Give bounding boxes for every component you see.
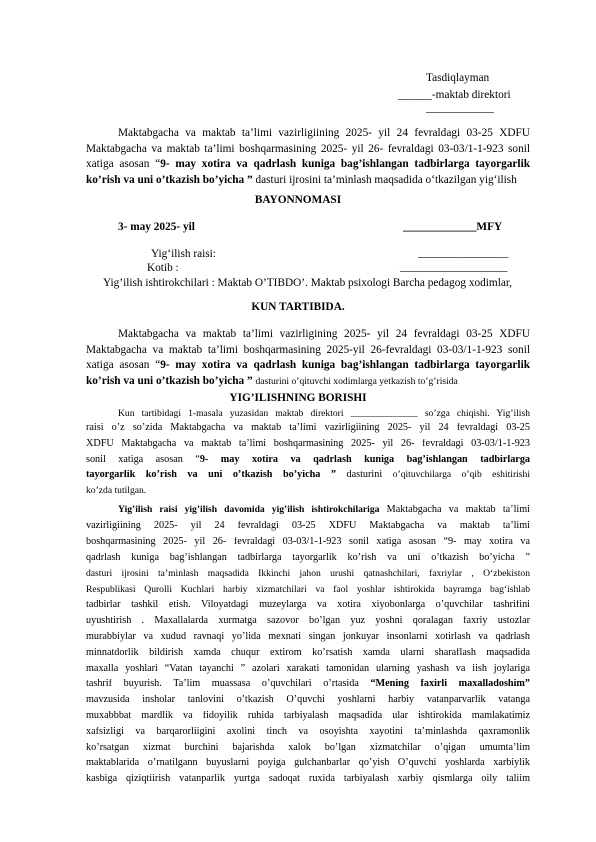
- body-line-4: qadrlash kuniga bag’ishlangan tadbirlarga tayorgarlik ko’rish va uni o’tkazish bo’yicha ”: [86, 553, 530, 563]
- approval-director: ______-maktab direktori: [398, 89, 511, 101]
- approval-title: Tasdiqlayman: [426, 72, 490, 84]
- agenda-line-3: xatiga asosan “9- may xotira va qadrlash kuniga bag’ishlangan tadbirlarga tayorgarlik: [86, 360, 530, 371]
- agenda-heading: KUN TARTIBIDA.: [251, 301, 345, 313]
- body-line-16: ko’rsatgan xizmat burchini bajarishda xalok bo’lgan xizmatchilar o’qigan umumta’lim: [86, 743, 530, 753]
- body-line-12: tashrif buyurish. Ta’lim muassasa o’quvchilari o’rtasida “Mening faxirli maxalladoshim”: [86, 679, 530, 689]
- body-line-1: Yig’ilish raisi yig’ilish davomida yig’ilish ishtirokchilariga Maktabgacha va maktab ta’limi: [118, 505, 530, 515]
- progress-line-6: ko’zda tutilgan.: [86, 485, 147, 496]
- body-line-6: Respublikasi Qurolli Kuchlari harbiy xizmatchilari va faol yoshlar ishtirokida bayramga bag‘ishlab: [86, 585, 530, 595]
- meeting-place: _____________MFY: [403, 221, 503, 233]
- body-line-13: mavzusida insholar tanlovini o’tkazish O’quvchi yoshlarni harbiy vatanparvarlik vatanga: [86, 695, 530, 705]
- body-line-2: vazirligiining 2025- yil 24 fevraldagi 03-25 XDFU Maktabgacha va maktab ta’limi: [86, 521, 530, 531]
- body-line-10: minnatdorlik bildirish xamda chuqur extirom ko’rsatish xamda ularni sharaflash maqsadida: [86, 648, 530, 658]
- intro-line-4: ko’rish va uni o’tkazish bo’yicha ” dasturi ijrosini ta’minlash maqsadida o‘tkazilgan yig‘ilish: [86, 174, 517, 186]
- progress-heading: YIG’ILISHNING BORISHI: [229, 392, 367, 404]
- progress-line-3: XDFU Maktabgacha va maktab ta’limi boshqarmasining 2025- yil 26- fevraldagi 03-03/1-1-923: [86, 439, 530, 449]
- secretary-label: Kotib :: [147, 262, 179, 274]
- agenda-line-1: Maktabgacha va maktab ta’limi vazirligining 2025- yil 24 fevraldagi 03-25 XDFU: [118, 329, 530, 340]
- body-line-3: boshqarmasining 2025- yil 26- fevraldagi 03-03/1-1-923 sonil xatiga asosan “9- may xotira va: [86, 537, 530, 547]
- chair-label: Yig‘ilish raisi:: [151, 248, 216, 260]
- progress-line-1: Kun tartibidagi 1-masala yuzasidan maktab direktori ______________ so’zga chiqishi. Yig’ilish: [118, 409, 530, 419]
- intro-line-1: Maktabgacha va maktab ta’limi vazirligiining 2025- yil 24 fevraldagi 03-25 XDFU: [118, 128, 530, 139]
- body-line-7: tadbirlar tashkil etish. Viloyatdagi muzeylarga va xotira xiyobonlarga o’quvchilar tashrifini: [86, 600, 530, 610]
- approval-signature-line: ____________: [426, 102, 494, 114]
- agenda-line-4: ko’rish va uni o’tkazish bo’yicha ” dasturini o’qituvchi xodimlarga yetkazish to’g’risida: [86, 375, 458, 387]
- intro-line-3: xatiga asosan “9- may xotira va qadrlash kuniga bag’ishlangan tadbirlarga tayorgarlik: [86, 159, 530, 170]
- body-line-5: dasturi ijrosini ta’minlash maqsadida Ikkinchi jahon urushi qatnashchilari, faxriylar , O‘zbekiston: [86, 569, 530, 579]
- progress-line-2: raisi o’z so’zida Maktabgacha va maktab ta’limi vazirligiining 2025- yil 24 fevraldagi 03-25: [86, 423, 530, 433]
- chair-line: ________________: [418, 247, 509, 259]
- body-line-8: uyushtirish . Maxallalarda xurmatga sazovor bo’lgan yuz yoshni qoralagan faxriy ustozlar: [86, 616, 530, 626]
- secretary-line: ___________________: [400, 261, 508, 273]
- participants: Yig’ilish ishtirokchilari : Maktab O’TIBDO’. Maktab psixologi Barcha pedagog xodimlar,: [103, 277, 512, 289]
- agenda-line-2: Maktabgacha va maktab ta’limi boshqarmasining 2025-yil 26-fevraldagi 03-03/1-1-923 sonil: [86, 345, 530, 356]
- body-line-18: kasbiga qiziqtiirish vatanparlik yurtga sadoqat ruxida tarbiyalash xarbiy qismlarga oily taliim: [86, 774, 530, 784]
- body-line-15: xafsizligi va barqarorliigini axolini tinch va osoyishta xayotini ta’minlashda qaxramonlik: [86, 727, 530, 737]
- body-line-14: muxabbbat mardlik va fidoyilik ruhida tarbiyalash maqsadida ular ishtirokida mamlakatimiz: [86, 711, 530, 721]
- body-line-9: murabbiylar va xudud ravnaqi yo’lida mexnati singan jonkuyar insonlarni xotirlash va qadrlash: [86, 632, 530, 642]
- meeting-date: 3- may 2025- yil: [118, 221, 195, 233]
- progress-line-5: tayorgarlik ko’rish va uni o’tkazish bo’yicha ” dasturini o’qituvchilarga o’qib eshitirishi: [86, 470, 530, 480]
- progress-line-4: sonil xatiga asosan “9- may xotira va qadrlash kuniga bag’ishlangan tadbirlarga: [86, 455, 530, 465]
- body-line-17: maktablarida o’rnatilgann buyuslarni poyiga gulchanbarlar qo’yish O’quvchi yoshlarda xarbiylik: [86, 758, 530, 768]
- bayonnoma-heading: BAYONNOMASI: [254, 194, 342, 206]
- intro-line-2: Maktabgacha va maktab ta’limi boshqarmasining 2025- yil 26- fevraldagi 03-03/1-1-923 sonil: [86, 144, 530, 155]
- body-line-11: maxalla yoshlari “Vatan tayanchi ” azolari xarakati tamonidan ularning yashash va iish joylariga: [86, 664, 530, 674]
